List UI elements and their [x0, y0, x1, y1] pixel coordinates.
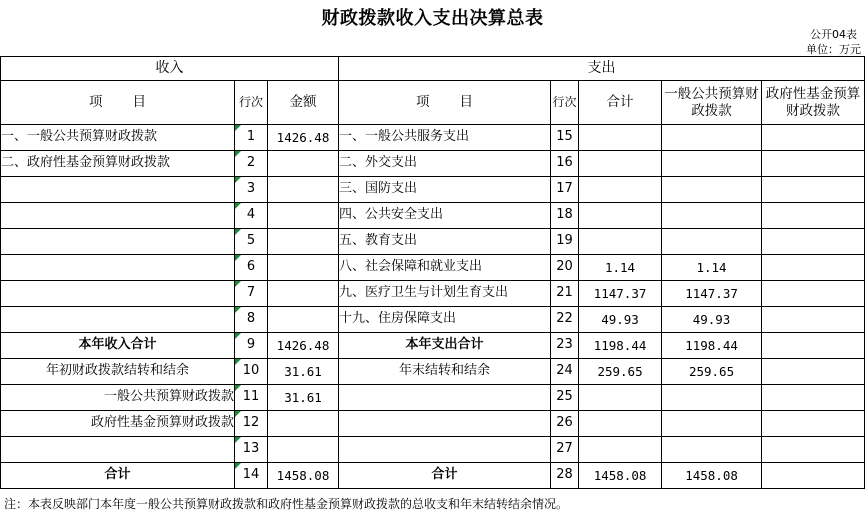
- income-line-cell: 13: [235, 437, 268, 463]
- expense-line-cell: 21: [551, 281, 579, 307]
- income-amount-cell: [268, 151, 339, 177]
- expense-total-cell: [579, 385, 662, 411]
- expense-general-cell: 49.93: [662, 307, 762, 333]
- expense-line-cell: 26: [551, 411, 579, 437]
- form-code: 公开04表: [810, 28, 857, 41]
- income-item-cell: [1, 255, 235, 281]
- income-line-cell: 1: [235, 125, 268, 151]
- expense-item-cell: 合计: [339, 463, 551, 489]
- income-amount-header: 金额: [268, 81, 339, 125]
- expense-general-cell: [662, 151, 762, 177]
- income-amount-cell: [268, 307, 339, 333]
- income-item-cell: 政府性基金预算财政拨款: [1, 411, 235, 437]
- income-amount-cell: [268, 229, 339, 255]
- income-line-cell: 5: [235, 229, 268, 255]
- income-line-cell: 7: [235, 281, 268, 307]
- expense-fund-cell: [762, 437, 865, 463]
- expense-line-cell: 27: [551, 437, 579, 463]
- income-item-cell: 年初财政拨款结转和结余: [1, 359, 235, 385]
- expense-fund-cell: [762, 203, 865, 229]
- expense-general-cell: [662, 411, 762, 437]
- table-row: [1, 333, 865, 359]
- expense-item-cell: 九、医疗卫生与计划生育支出: [339, 281, 551, 307]
- income-item-cell: [1, 307, 235, 333]
- income-line-cell: 3: [235, 177, 268, 203]
- footnote: 注：本表反映部门本年度一般公共预算财政拨款和政府性基金预算财政拨款的总收支和年末结转结余情况。: [4, 497, 569, 511]
- income-amount-cell: [268, 411, 339, 437]
- income-line-cell: 9: [235, 333, 268, 359]
- expense-line-cell: 24: [551, 359, 579, 385]
- income-amount-cell: 1426.48: [268, 125, 339, 151]
- expense-total-cell: 1147.37: [579, 281, 662, 307]
- income-amount-cell: [268, 437, 339, 463]
- expense-item-cell: [339, 411, 551, 437]
- expense-total-cell: [579, 203, 662, 229]
- column-header-row: [1, 81, 865, 125]
- income-item-cell: [1, 203, 235, 229]
- expense-total-cell: [579, 151, 662, 177]
- income-amount-cell: [268, 281, 339, 307]
- expense-fund-cell: [762, 125, 865, 151]
- expense-line-cell: 23: [551, 333, 579, 359]
- expense-total-cell: 1.14: [579, 255, 662, 281]
- expense-general-cell: [662, 177, 762, 203]
- expense-general-cell: [662, 229, 762, 255]
- expense-general-cell: [662, 437, 762, 463]
- expense-total-header: 合计: [579, 81, 662, 125]
- table-row: [1, 411, 865, 437]
- expense-total-cell: [579, 437, 662, 463]
- expense-total-cell: [579, 177, 662, 203]
- expense-item-cell: 十九、住房保障支出: [339, 307, 551, 333]
- total-row: [1, 463, 865, 489]
- expense-fund-cell: [762, 151, 865, 177]
- expense-item-cell: [339, 385, 551, 411]
- expense-total-cell: 1458.08: [579, 463, 662, 489]
- table-row: [1, 281, 865, 307]
- table-row: [1, 307, 865, 333]
- income-line-cell: 10: [235, 359, 268, 385]
- income-line-cell: 2: [235, 151, 268, 177]
- expense-line-cell: 25: [551, 385, 579, 411]
- expense-line-cell: 18: [551, 203, 579, 229]
- expense-fund-cell: [762, 281, 865, 307]
- income-line-cell: 4: [235, 203, 268, 229]
- table-row: [1, 385, 865, 411]
- income-amount-cell: [268, 177, 339, 203]
- report-title: 财政拨款收入支出决算总表: [321, 8, 544, 29]
- income-line-cell: 14: [235, 463, 268, 489]
- expense-fund-cell: [762, 411, 865, 437]
- expense-item-cell: 三、国防支出: [339, 177, 551, 203]
- income-line-header: 行次: [235, 81, 268, 125]
- income-amount-cell: [268, 255, 339, 281]
- income-line-cell: 12: [235, 411, 268, 437]
- income-item-cell: [1, 437, 235, 463]
- income-item-cell: [1, 281, 235, 307]
- expense-fund-cell: [762, 385, 865, 411]
- income-amount-cell: 31.61: [268, 385, 339, 411]
- expense-general-cell: 1458.08: [662, 463, 762, 489]
- expense-line-cell: 20: [551, 255, 579, 281]
- income-amount-cell: 31.61: [268, 359, 339, 385]
- table-row: [1, 151, 865, 177]
- expense-line-cell: 16: [551, 151, 579, 177]
- income-item-header: 项 目: [1, 81, 235, 125]
- expense-item-cell: [339, 437, 551, 463]
- expense-total-cell: 49.93: [579, 307, 662, 333]
- expense-item-header: 项 目: [339, 81, 551, 125]
- expense-general-cell: [662, 385, 762, 411]
- expense-item-cell: 本年支出合计: [339, 333, 551, 359]
- expense-line-cell: 28: [551, 463, 579, 489]
- expense-total-cell: [579, 229, 662, 255]
- expense-general-cell: 1.14: [662, 255, 762, 281]
- expense-line-header: 行次: [551, 81, 579, 125]
- section-header-row: [1, 57, 865, 81]
- income-item-cell: [1, 229, 235, 255]
- expense-fund-cell: [762, 307, 865, 333]
- expense-general-cell: 1198.44: [662, 333, 762, 359]
- income-amount-cell: [268, 203, 339, 229]
- expense-general-cell: [662, 125, 762, 151]
- table-row: [1, 437, 865, 463]
- income-line-cell: 11: [235, 385, 268, 411]
- expense-total-cell: [579, 411, 662, 437]
- income-item-cell: 一、一般公共预算财政拨款: [1, 125, 235, 151]
- expense-general-cell: 259.65: [662, 359, 762, 385]
- expense-item-cell: 年末结转和结余: [339, 359, 551, 385]
- expense-line-cell: 19: [551, 229, 579, 255]
- expense-fund-cell: [762, 229, 865, 255]
- expense-line-cell: 17: [551, 177, 579, 203]
- expense-section-header: 支出: [339, 57, 865, 81]
- income-item-cell: 合计: [1, 463, 235, 489]
- expense-fund-cell: [762, 255, 865, 281]
- expense-fund-cell: [762, 463, 865, 489]
- income-item-cell: 二、政府性基金预算财政拨款: [1, 151, 235, 177]
- expense-item-cell: 四、公共安全支出: [339, 203, 551, 229]
- income-amount-cell: 1426.48: [268, 333, 339, 359]
- expense-fund-cell: [762, 333, 865, 359]
- expense-total-cell: 259.65: [579, 359, 662, 385]
- table-row: [1, 203, 865, 229]
- unit-label: 单位：万元: [806, 43, 861, 56]
- table-row: [1, 255, 865, 281]
- expense-item-cell: 二、外交支出: [339, 151, 551, 177]
- expense-general-header: 一般公共预算财政拨款: [662, 81, 762, 125]
- table-row: [1, 177, 865, 203]
- expense-item-cell: 八、社会保障和就业支出: [339, 255, 551, 281]
- income-item-cell: [1, 177, 235, 203]
- expense-general-cell: 1147.37: [662, 281, 762, 307]
- income-line-cell: 8: [235, 307, 268, 333]
- expense-total-cell: [579, 125, 662, 151]
- expense-total-cell: 1198.44: [579, 333, 662, 359]
- income-line-cell: 6: [235, 255, 268, 281]
- income-amount-cell: 1458.08: [268, 463, 339, 489]
- table-row: [1, 125, 865, 151]
- income-item-cell: 本年收入合计: [1, 333, 235, 359]
- expense-line-cell: 22: [551, 307, 579, 333]
- income-item-cell: 一般公共预算财政拨款: [1, 385, 235, 411]
- expense-general-cell: [662, 203, 762, 229]
- expense-fund-cell: [762, 177, 865, 203]
- expense-fund-header: 政府性基金预算财政拨款: [762, 81, 865, 125]
- expense-fund-cell: [762, 359, 865, 385]
- budget-table: [0, 56, 865, 489]
- expense-item-cell: 一、一般公共服务支出: [339, 125, 551, 151]
- table-row: [1, 359, 865, 385]
- expense-line-cell: 15: [551, 125, 579, 151]
- table-row: [1, 229, 865, 255]
- expense-item-cell: 五、教育支出: [339, 229, 551, 255]
- income-section-header: 收入: [1, 57, 339, 81]
